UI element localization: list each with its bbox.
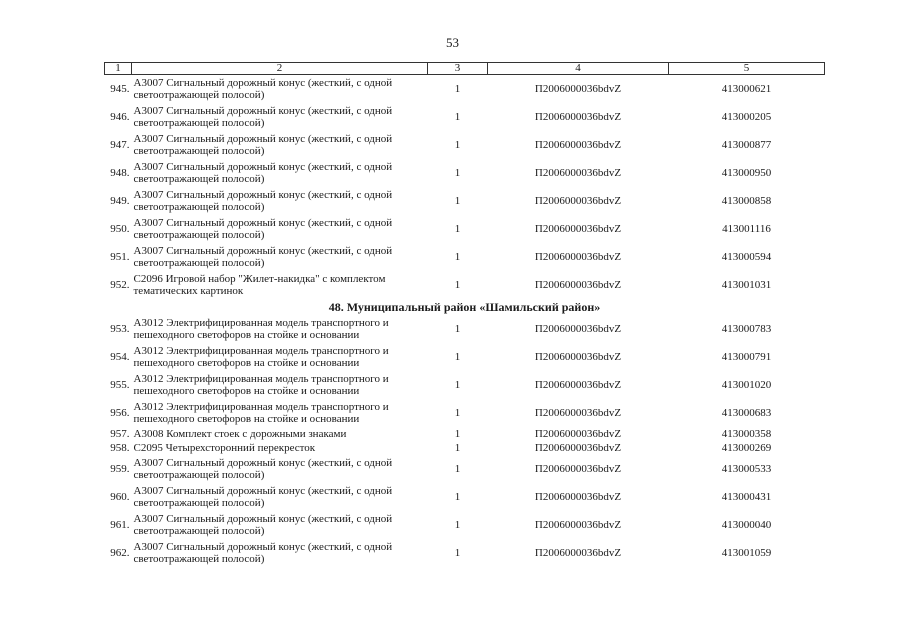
item-quantity: 1 [454, 407, 461, 419]
table-row [105, 271, 825, 299]
row-number: 953. [110, 323, 130, 335]
item-quantity: 1 [454, 547, 461, 559]
row-number: 962. [110, 547, 130, 559]
item-code: П2006000036bdvZ [534, 167, 622, 179]
row-number: 949. [110, 195, 130, 207]
page-number: 53 [446, 35, 459, 50]
item-name: С2095 Четырехсторонний перекресток [133, 442, 316, 454]
inventory-table [104, 62, 825, 567]
inventory-number: 413000205 [721, 111, 772, 123]
inventory-number: 413000533 [721, 463, 772, 475]
item-name: А3007 Сигнальный дорожный конус (жесткий, с одной светоотражающей полосой) [133, 245, 393, 269]
header-col-1: 1 [105, 63, 132, 75]
row-number: 954. [110, 351, 130, 363]
section-row [105, 299, 825, 315]
item-code: П2006000036bdvZ [534, 111, 622, 123]
item-code: П2006000036bdvZ [534, 279, 622, 291]
item-name: А3007 Сигнальный дорожный конус (жесткий, с одной светоотражающей полосой) [133, 513, 393, 537]
item-name: А3012 Электрифицированная модель транспортного и пешеходного светофоров на стойке и основании [133, 317, 389, 341]
item-name: А3007 Сигнальный дорожный конус (жесткий, с одной светоотражающей полосой) [133, 105, 393, 129]
table-row [105, 75, 825, 104]
item-quantity: 1 [454, 428, 461, 440]
item-name: А3007 Сигнальный дорожный конус (жесткий, с одной светоотражающей полосой) [133, 485, 393, 509]
item-quantity: 1 [454, 223, 461, 235]
item-name: С2096 Игровой набор "Жилет-накидка" с комплектом тематических картинок [133, 273, 386, 297]
header-col-3: 3 [428, 63, 488, 75]
item-code: П2006000036bdvZ [534, 83, 622, 95]
item-code: П2006000036bdvZ [534, 251, 622, 263]
row-number: 958. [110, 442, 130, 454]
item-name: А3008 Комплект стоек с дорожными знаками [133, 428, 347, 440]
section-title: 48. Муниципальный район «Шамильский район» [328, 300, 601, 314]
item-name: А3007 Сигнальный дорожный конус (жесткий, с одной светоотражающей полосой) [133, 189, 393, 213]
table-row [105, 343, 825, 371]
item-quantity: 1 [454, 323, 461, 335]
inventory-number: 413001116 [722, 223, 771, 235]
item-code: П2006000036bdvZ [534, 463, 622, 475]
item-code: П2006000036bdvZ [534, 519, 622, 531]
inventory-number: 413000877 [721, 139, 772, 151]
item-code: П2006000036bdvZ [534, 195, 622, 207]
item-quantity: 1 [454, 251, 461, 263]
table-row [105, 371, 825, 399]
row-number: 948. [110, 167, 130, 179]
row-number: 956. [110, 407, 130, 419]
inventory-number: 413000040 [721, 519, 772, 531]
item-code: П2006000036bdvZ [534, 491, 622, 503]
table-row [105, 427, 825, 441]
row-number: 950. [110, 223, 130, 235]
item-name: А3012 Электрифицированная модель транспортного и пешеходного светофоров на стойке и основании [133, 373, 389, 397]
item-code: П2006000036bdvZ [534, 223, 622, 235]
item-quantity: 1 [454, 195, 461, 207]
row-number: 959. [110, 463, 130, 475]
row-number: 957. [110, 428, 130, 440]
item-name: А3007 Сигнальный дорожный конус (жесткий, с одной светоотражающей полосой) [133, 217, 393, 241]
row-number: 955. [110, 379, 130, 391]
inventory-number: 413000358 [721, 428, 772, 440]
item-code: П2006000036bdvZ [534, 379, 622, 391]
item-code: П2006000036bdvZ [534, 407, 622, 419]
header-col-2: 2 [132, 63, 428, 75]
inventory-number: 413000431 [721, 491, 772, 503]
item-quantity: 1 [454, 491, 461, 503]
header-row [105, 63, 825, 75]
inventory-number: 413000791 [721, 351, 772, 363]
table-row [105, 511, 825, 539]
table-row [105, 539, 825, 567]
row-number: 945. [110, 83, 130, 95]
table-row [105, 103, 825, 131]
item-quantity: 1 [454, 279, 461, 291]
inventory-number: 413001031 [721, 279, 772, 291]
item-name: А3007 Сигнальный дорожный конус (жесткий, с одной светоотражающей полосой) [133, 541, 393, 565]
item-quantity: 1 [454, 442, 461, 454]
item-code: П2006000036bdvZ [534, 547, 622, 559]
row-number: 960. [110, 491, 130, 503]
inventory-number: 413001020 [721, 379, 772, 391]
inventory-number: 413000683 [721, 407, 772, 419]
item-name: А3007 Сигнальный дорожный конус (жесткий, с одной светоотражающей полосой) [133, 133, 393, 157]
inventory-number: 413000594 [721, 251, 772, 263]
inventory-number: 413000950 [721, 167, 772, 179]
header-col-4: 4 [488, 63, 669, 75]
table-row [105, 399, 825, 427]
table-body [105, 75, 825, 568]
table-row [105, 315, 825, 343]
item-name: А3007 Сигнальный дорожный конус (жесткий, с одной светоотражающей полосой) [133, 457, 393, 481]
row-number: 952. [110, 279, 130, 291]
item-code: П2006000036bdvZ [534, 428, 622, 440]
table-row [105, 455, 825, 483]
row-number: 947. [110, 139, 130, 151]
table-row [105, 187, 825, 215]
item-quantity: 1 [454, 111, 461, 123]
table-row [105, 441, 825, 455]
table-row [105, 483, 825, 511]
table-row [105, 215, 825, 243]
item-code: П2006000036bdvZ [534, 351, 622, 363]
header-col-5: 5 [669, 63, 825, 75]
item-quantity: 1 [454, 167, 461, 179]
table-row [105, 159, 825, 187]
item-quantity: 1 [454, 463, 461, 475]
row-number: 951. [110, 251, 130, 263]
item-quantity: 1 [454, 379, 461, 391]
table-row [105, 243, 825, 271]
item-quantity: 1 [454, 351, 461, 363]
item-quantity: 1 [454, 83, 461, 95]
inventory-number: 413001059 [721, 547, 772, 559]
row-number: 946. [110, 111, 130, 123]
table-row [105, 131, 825, 159]
item-quantity: 1 [454, 519, 461, 531]
inventory-number: 413000783 [721, 323, 772, 335]
item-name: А3012 Электрифицированная модель транспортного и пешеходного светофоров на стойке и основании [133, 401, 389, 425]
row-number: 961. [110, 519, 130, 531]
table-header [105, 63, 825, 75]
item-quantity: 1 [454, 139, 461, 151]
item-name: А3012 Электрифицированная модель транспортного и пешеходного светофоров на стойке и основании [133, 345, 389, 369]
inventory-number: 413000621 [721, 83, 772, 95]
item-code: П2006000036bdvZ [534, 442, 622, 454]
item-name: А3007 Сигнальный дорожный конус (жесткий, с одной светоотражающей полосой) [133, 161, 393, 185]
item-code: П2006000036bdvZ [534, 139, 622, 151]
item-name: А3007 Сигнальный дорожный конус (жесткий, с одной светоотражающей полосой) [133, 77, 393, 101]
inventory-number: 413000269 [721, 442, 772, 454]
item-code: П2006000036bdvZ [534, 323, 622, 335]
inventory-number: 413000858 [721, 195, 772, 207]
